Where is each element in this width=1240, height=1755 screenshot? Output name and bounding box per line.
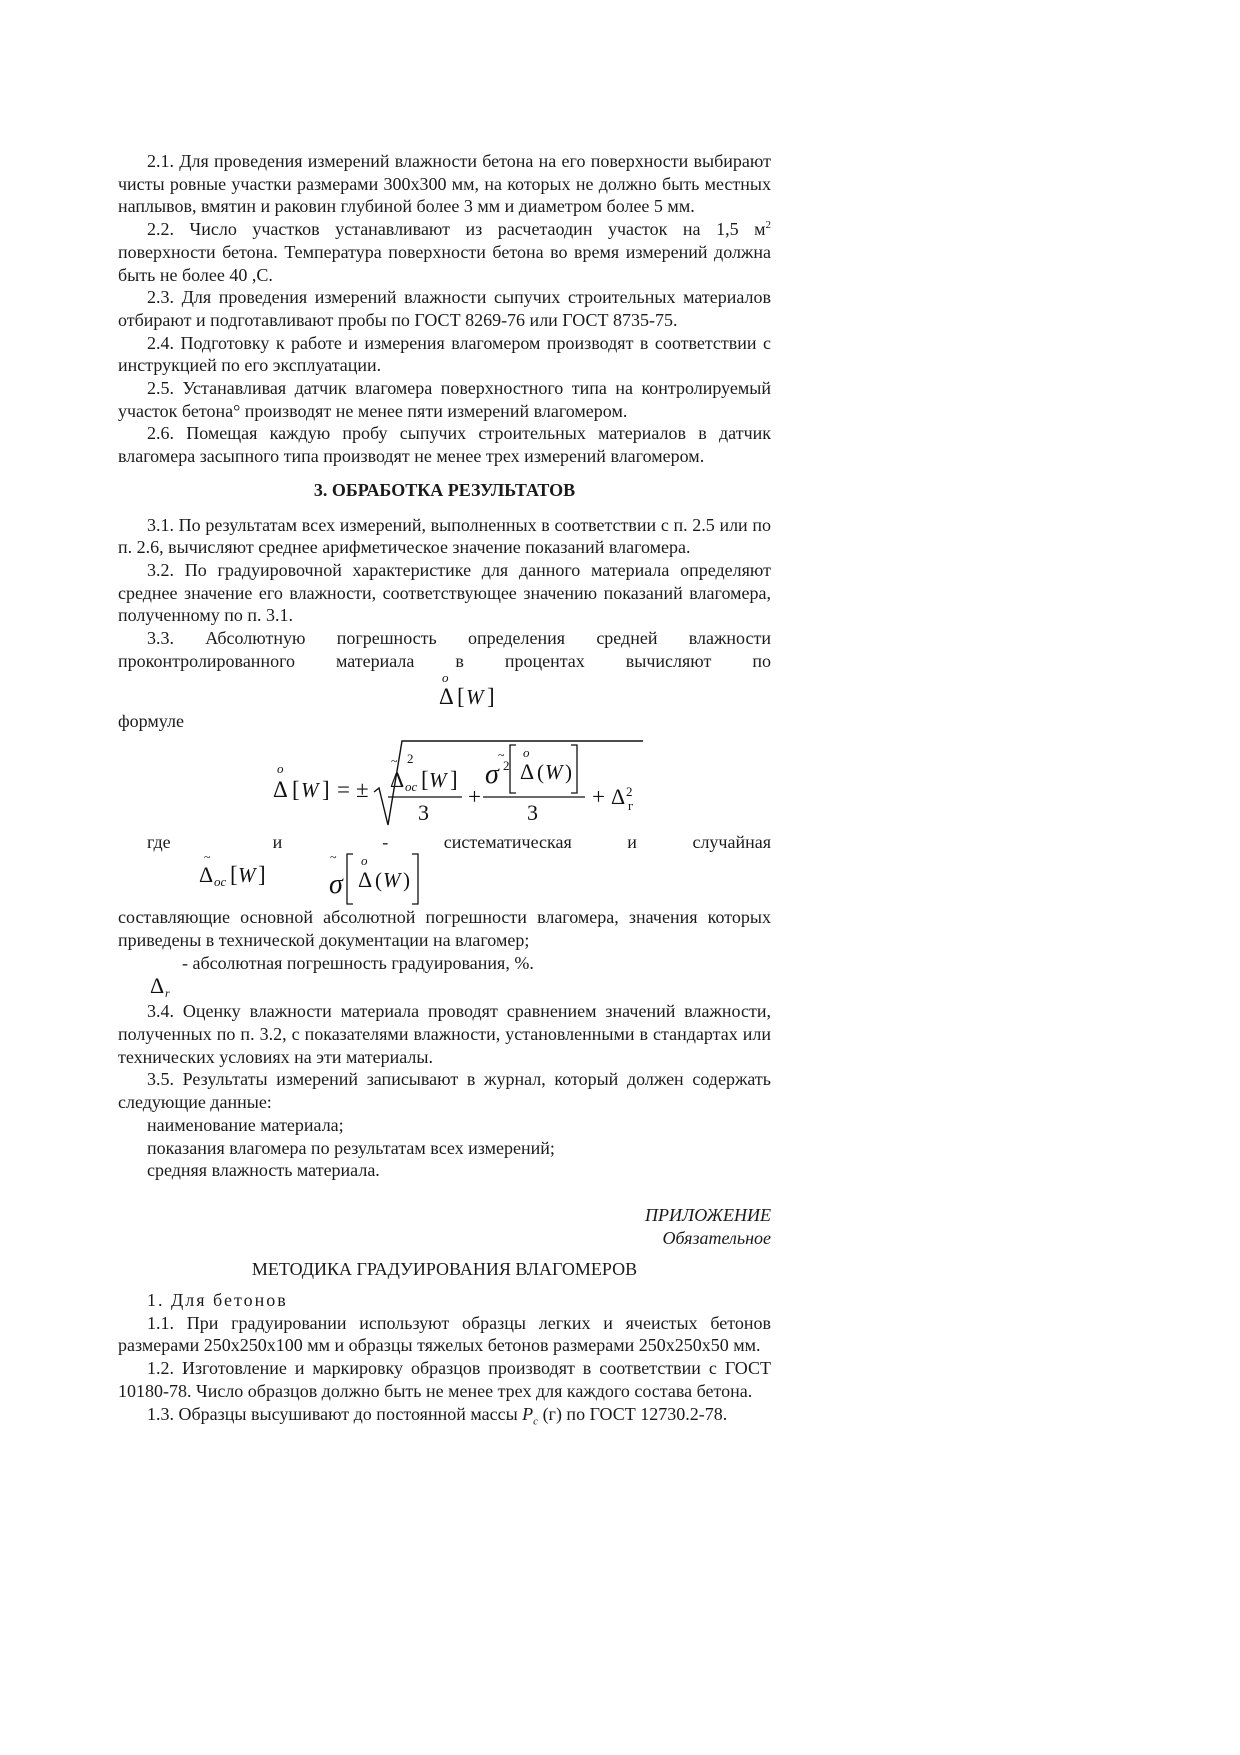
paragraph-3-1: 3.1. По результатам всех измерений, выполненных в соответствии с п. 2.5 или по п. 2.6, вычисляют среднее арифметическое значение показаний влагомера. — [118, 514, 771, 558]
spacer — [118, 1182, 771, 1204]
lhs-delta: Δ — [273, 777, 288, 803]
frac1-bracket-close: ] — [450, 767, 458, 793]
frac2-left-bracket — [510, 745, 516, 793]
equals-sign: = — [337, 777, 350, 803]
appendix-title: МЕТОДИКА ГРАДУИРОВАНИЯ ВЛАГОМЕРОВ — [251, 1259, 638, 1280]
where-formulas-svg — [118, 831, 771, 906]
frac2-sq: 2 — [503, 758, 510, 774]
frac2-tilde: ~ — [498, 748, 505, 763]
systematic-random-text: - систематическая и случайная — [382, 832, 771, 853]
lhs-bracket-close: ] — [322, 777, 330, 803]
frac2-sigma: σ — [485, 759, 499, 791]
paragraph-3-5: 3.5. Результаты измерений записывают в журнал, который должен содержать следующие данные: — [118, 1069, 771, 1113]
frac2-denominator: 3 — [527, 800, 538, 826]
paragraph-3-4: 3.4. Оценку влажности материала проводят сравнением значений влажности, полученных по п. 3.2, с показателями влажности, установленными в стандартах или технических условиях на эти материалы. — [118, 1001, 771, 1067]
where-bracket-open-1: [ — [230, 862, 238, 888]
subsection-1-title: 1. Для бетонов — [147, 1290, 288, 1311]
formula-word: формуле — [118, 711, 184, 732]
where-bracket-close-1: ] — [258, 862, 266, 888]
frac1-oc: ос — [405, 779, 418, 795]
mass-variable: P — [522, 1403, 534, 1424]
frac1-delta: Δ — [390, 767, 405, 793]
delta-r-description: - абсолютная погрешность градуирования, %. — [182, 952, 534, 973]
paragraph-2-1: 2.1. Для проведения измерений влажности бетона на его поверхности выбирают чисты ровные участки размерами 300х300 мм, на которых не должно быть местных наплывов, вмятин и раковин глубиной более 3 мм и диаметром более 5 мм. — [118, 151, 771, 217]
delta-g: Δ — [611, 784, 626, 810]
superscript-2: 2 — [765, 219, 771, 232]
paragraph-2-3: 2.3. Для проведения измерений влажности сыпучих строительных материалов отбирают и подготавливают пробы по ГОСТ 8269-76 или ГОСТ 8735-75. — [118, 287, 771, 330]
delta-g-sq: 2 — [626, 784, 633, 800]
paragraph-2-2-text-cont: поверхности бетона. Температура поверхности бетона во время измерений должна быть не более 40 ,С. — [118, 241, 771, 285]
main-formula-svg — [118, 737, 771, 827]
document-page — [118, 150, 771, 1433]
where-w-2: W — [383, 868, 401, 893]
plus-sign-1: + — [468, 784, 481, 810]
list-item: средняя влажность материала. — [147, 1160, 380, 1181]
formula-delta-w-svg — [118, 672, 771, 710]
inline-formula-delta-w — [118, 672, 771, 710]
where-paren-open: ( — [375, 868, 382, 893]
appendix-sublabel: Обязательное — [662, 1227, 771, 1248]
delta-r-delta: Δ — [150, 974, 165, 999]
paragraph-a-1-3-text: 1.3. Образцы высушивают до постоянной массы — [147, 1403, 523, 1424]
frac1-tilde: ~ — [391, 754, 398, 769]
components-text: составляющие основной абсолютной погрешности влагомера, значения которых приведены в технической документации на влагомер; — [118, 907, 771, 950]
frac1-sq: 2 — [407, 751, 414, 767]
paragraph-3-3: 3.3. Абсолютную погрешность определения средней влажности проконтролированного материала в процентах вычисляют по — [118, 628, 771, 671]
plus-sign-2: + — [592, 784, 605, 810]
where-block — [118, 831, 771, 906]
frac1-denominator: 3 — [418, 800, 429, 826]
where-o-mark: o — [361, 853, 368, 869]
o-mark: o — [442, 672, 449, 686]
where-delta-1: Δ — [199, 862, 214, 888]
paragraph-a-1-2: 1.2. Изготовление и маркировку образцов производят в соответствии с ГОСТ 10180-78. Число образцов должно быть не менее трех для каждого состава бетона. — [118, 1358, 771, 1401]
where-tilde-2: ~ — [330, 850, 337, 865]
delta-symbol: Δ — [439, 684, 454, 710]
section-3-heading: 3. ОБРАБОТКА РЕЗУЛЬТАТОВ — [313, 479, 576, 500]
bracket-close: ] — [487, 684, 495, 710]
frac1-bracket-open: [ — [421, 767, 429, 793]
paragraph-3-2: 3.2. По градуировочной характеристике для данного материала определяют среднее значение его влажности, соответствующее значению показаний влагомера, полученному по п. 3.1. — [118, 559, 771, 626]
paragraph-2-2-text: 2.2. Число участков устанавливают из расчетаодин участок на 1,5 м — [147, 219, 766, 240]
delta-r-symbol — [118, 974, 771, 1000]
frac2-paren-open: ( — [537, 760, 544, 785]
delta-g-sub: г — [628, 798, 634, 814]
appendix-label: ПРИЛОЖЕНИЕ — [645, 1204, 771, 1225]
where-paren-close: ) — [403, 868, 410, 893]
mass-variable-sub: c — [533, 1415, 539, 1428]
where-left-bracket — [347, 854, 353, 904]
w-symbol: W — [466, 685, 484, 710]
paragraph-a-1-3-text-cont: (г) по ГОСТ 12730.2-78. — [538, 1403, 728, 1424]
and-word: и — [272, 832, 283, 853]
bracket-open: [ — [457, 684, 465, 710]
delta-r-svg — [118, 974, 218, 1000]
frac2-paren-close: ) — [565, 760, 572, 785]
delta-r-sub: r — [165, 986, 170, 1001]
frac2-o-mark: o — [523, 745, 530, 761]
paragraph-2-4: 2.4. Подготовку к работе и измерения влагомером производят в соответствии с инструкцией по его эксплуатации. — [118, 332, 771, 376]
lhs-o-mark: o — [277, 761, 284, 777]
frac1-w: W — [429, 768, 447, 793]
where-sigma: σ — [329, 869, 343, 901]
frac2-delta: Δ — [520, 759, 535, 785]
where-word: где — [147, 832, 171, 853]
frac2-w: W — [545, 760, 563, 785]
lhs-w: W — [301, 778, 319, 803]
where-oc: ос — [214, 874, 227, 890]
paragraph-2-2 — [118, 218, 771, 286]
where-right-bracket — [412, 854, 418, 904]
plus-minus-sign: ± — [356, 777, 369, 803]
paragraph-2-6: 2.6. Помещая каждую пробу сыпучих строительных материалов в датчик влагомера засыпного типа производят не менее трех измерений влагомером. — [118, 423, 771, 467]
paragraph-a-1-3 — [118, 1403, 771, 1433]
paragraph-2-5: 2.5. Устанавливая датчик влагомера поверхностного типа на контролируемый участок бетона° производят не менее пяти измерений влагомером. — [118, 378, 771, 421]
paragraph-a-1-1: 1.1. При градуировании используют образцы легких и ячеистых бетонов размерами 250х250х100 мм и образцы тяжелых бетонов размерами 250х250х50 мм. — [118, 1312, 771, 1356]
list-item: показания влагомера по результатам всех измерений; — [147, 1137, 555, 1158]
lhs-bracket-open: [ — [292, 777, 300, 803]
where-w-1: W — [238, 863, 256, 888]
main-formula — [118, 737, 771, 827]
list-item: наименование материала; — [147, 1114, 344, 1135]
where-delta-2: Δ — [358, 867, 373, 893]
where-tilde-1: ~ — [204, 850, 211, 865]
